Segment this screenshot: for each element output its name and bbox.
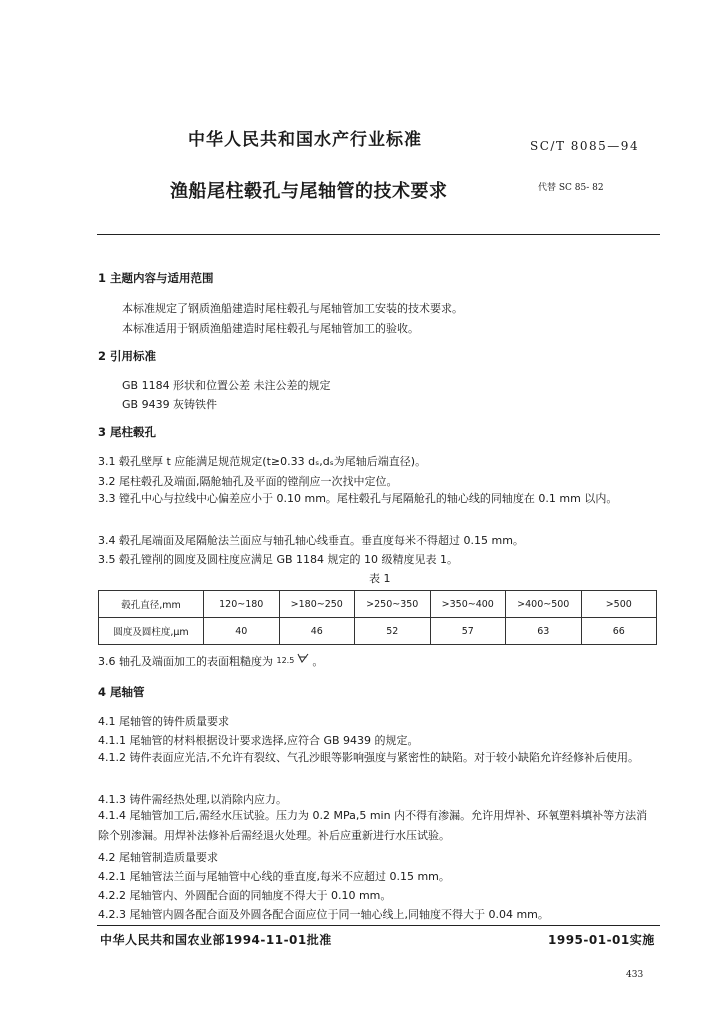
clause-3-2: 3.2 尾柱毂孔及端面,隔舱轴孔及平面的镗削应一次找中定位。 xyxy=(98,475,398,488)
approval-note: 中华人民共和国农业部1994-11-01批准 xyxy=(100,933,332,947)
table-cell: >500 xyxy=(581,591,657,618)
page-number: 433 xyxy=(626,970,644,980)
clause-3-5: 3.5 毂孔镗削的圆度及圆柱度应满足 GB 1184 规定的 10 级精度见表 1。 xyxy=(98,553,459,566)
clause-4-2-3: 4.2.3 尾轴管内圆各配合面及外圆各配合面应位于同一轴心线上,同轴度不得大于 0.04 mm。 xyxy=(98,908,549,921)
clause-4-2-1: 4.2.1 尾轴管法兰面与尾轴管中心线的垂直度,每米不应超过 0.15 mm。 xyxy=(98,870,450,883)
table-cell: 46 xyxy=(279,618,355,645)
roughness-value: 12.5 xyxy=(276,656,295,665)
table-cell: 57 xyxy=(430,618,506,645)
table-cell: 40 xyxy=(204,618,280,645)
clause-3-6-text: 3.6 轴孔及端面加工的表面粗糙度为 xyxy=(98,655,273,668)
table-cell: 120~180 xyxy=(204,591,280,618)
clause-3-6 xyxy=(98,653,323,669)
table-cell: >180~250 xyxy=(279,591,355,618)
clause-3-4: 3.4 毂孔尾端面及尾隔舱法兰面应与轴孔轴心线垂直。垂直度每米不得超过 0.15 mm。 xyxy=(98,534,524,547)
table-row xyxy=(99,618,657,645)
clause-4-1: 4.1 尾轴管的铸件质量要求 xyxy=(98,715,229,728)
reference-gb9439: GB 9439 灰铸铁件 xyxy=(122,398,218,411)
issuing-organization: 中华人民共和国水产行业标准 xyxy=(188,130,422,150)
clause-4-2: 4.2 尾轴管制造质量要求 xyxy=(98,851,218,864)
reference-gb1184: GB 1184 形状和位置公差 未注公差的规定 xyxy=(122,379,331,392)
table-cell: >250~350 xyxy=(355,591,431,618)
table-cell: >400~500 xyxy=(506,591,582,618)
header-divider xyxy=(97,234,660,235)
section-4-heading: 4 尾轴管 xyxy=(98,685,145,699)
footer-divider xyxy=(97,925,660,926)
section-1-heading: 1 主题内容与适用范围 xyxy=(98,271,214,285)
clause-3-1: 3.1 毂孔壁厚 t 应能满足规范规定(t≥0.33 dₛ,dₛ为尾轴后端直径)。 xyxy=(98,455,427,468)
clause-4-1-1: 4.1.1 尾轴管的材料根据设计要求选择,应符合 GB 9439 的规定。 xyxy=(98,734,419,747)
table-cell: 66 xyxy=(581,618,657,645)
table-row-label: 毂孔直径,mm xyxy=(99,591,204,618)
clause-4-1-4: 4.1.4 尾轴管加工后,需经水压试验。压力为 0.2 MPa,5 min 内不得有渗漏。允许用焊补、环氧塑料填补等方法消除个别渗漏。用焊补法修补后需经退火处理。补后应重新进行水压试验。 xyxy=(98,809,648,842)
section-2-heading: 2 引用标准 xyxy=(98,349,157,363)
roughness-symbol xyxy=(277,653,309,665)
table-cell: 52 xyxy=(355,618,431,645)
table-cell: 63 xyxy=(506,618,582,645)
table-cell: >350~400 xyxy=(430,591,506,618)
standard-code: SC/T 8085—94 xyxy=(530,139,640,153)
roughness-icon xyxy=(297,653,309,663)
section-1-para-2: 本标准适用于钢质渔船建造时尾柱毂孔与尾轴管加工的验收。 xyxy=(122,322,419,335)
table-1 xyxy=(98,590,657,645)
section-1-para-1: 本标准规定了钢质渔船建造时尾柱毂孔与尾轴管加工安装的技术要求。 xyxy=(122,302,463,315)
section-3-heading: 3 尾柱毂孔 xyxy=(98,425,157,439)
clause-4-1-3: 4.1.3 铸件需经热处理,以消除内应力。 xyxy=(98,793,287,806)
replaces-note: 代替 SC 85- 82 xyxy=(538,183,604,193)
clause-3-3: 3.3 镗孔中心与拉线中心偏差应小于 0.10 mm。尾柱毂孔与尾隔舱孔的轴心线的同轴度在 0.1 mm 以内。 xyxy=(98,492,618,505)
implementation-date: 1995-01-01实施 xyxy=(548,933,655,947)
table-1-caption: 表 1 xyxy=(369,572,391,585)
clause-4-2-2: 4.2.2 尾轴管内、外圆配合面的同轴度不得大于 0.10 mm。 xyxy=(98,889,392,902)
document-title: 渔船尾柱毂孔与尾轴管的技术要求 xyxy=(170,181,448,202)
table-row xyxy=(99,591,657,618)
clause-3-6-end: 。 xyxy=(312,655,324,668)
clause-4-1-2: 4.1.2 铸件表面应光洁,不允许有裂纹、气孔沙眼等影响强度与紧密性的缺陷。对于较小缺陷允许经修补后使用。 xyxy=(98,751,639,764)
table-row-label: 圆度及圆柱度,μm xyxy=(99,618,204,645)
